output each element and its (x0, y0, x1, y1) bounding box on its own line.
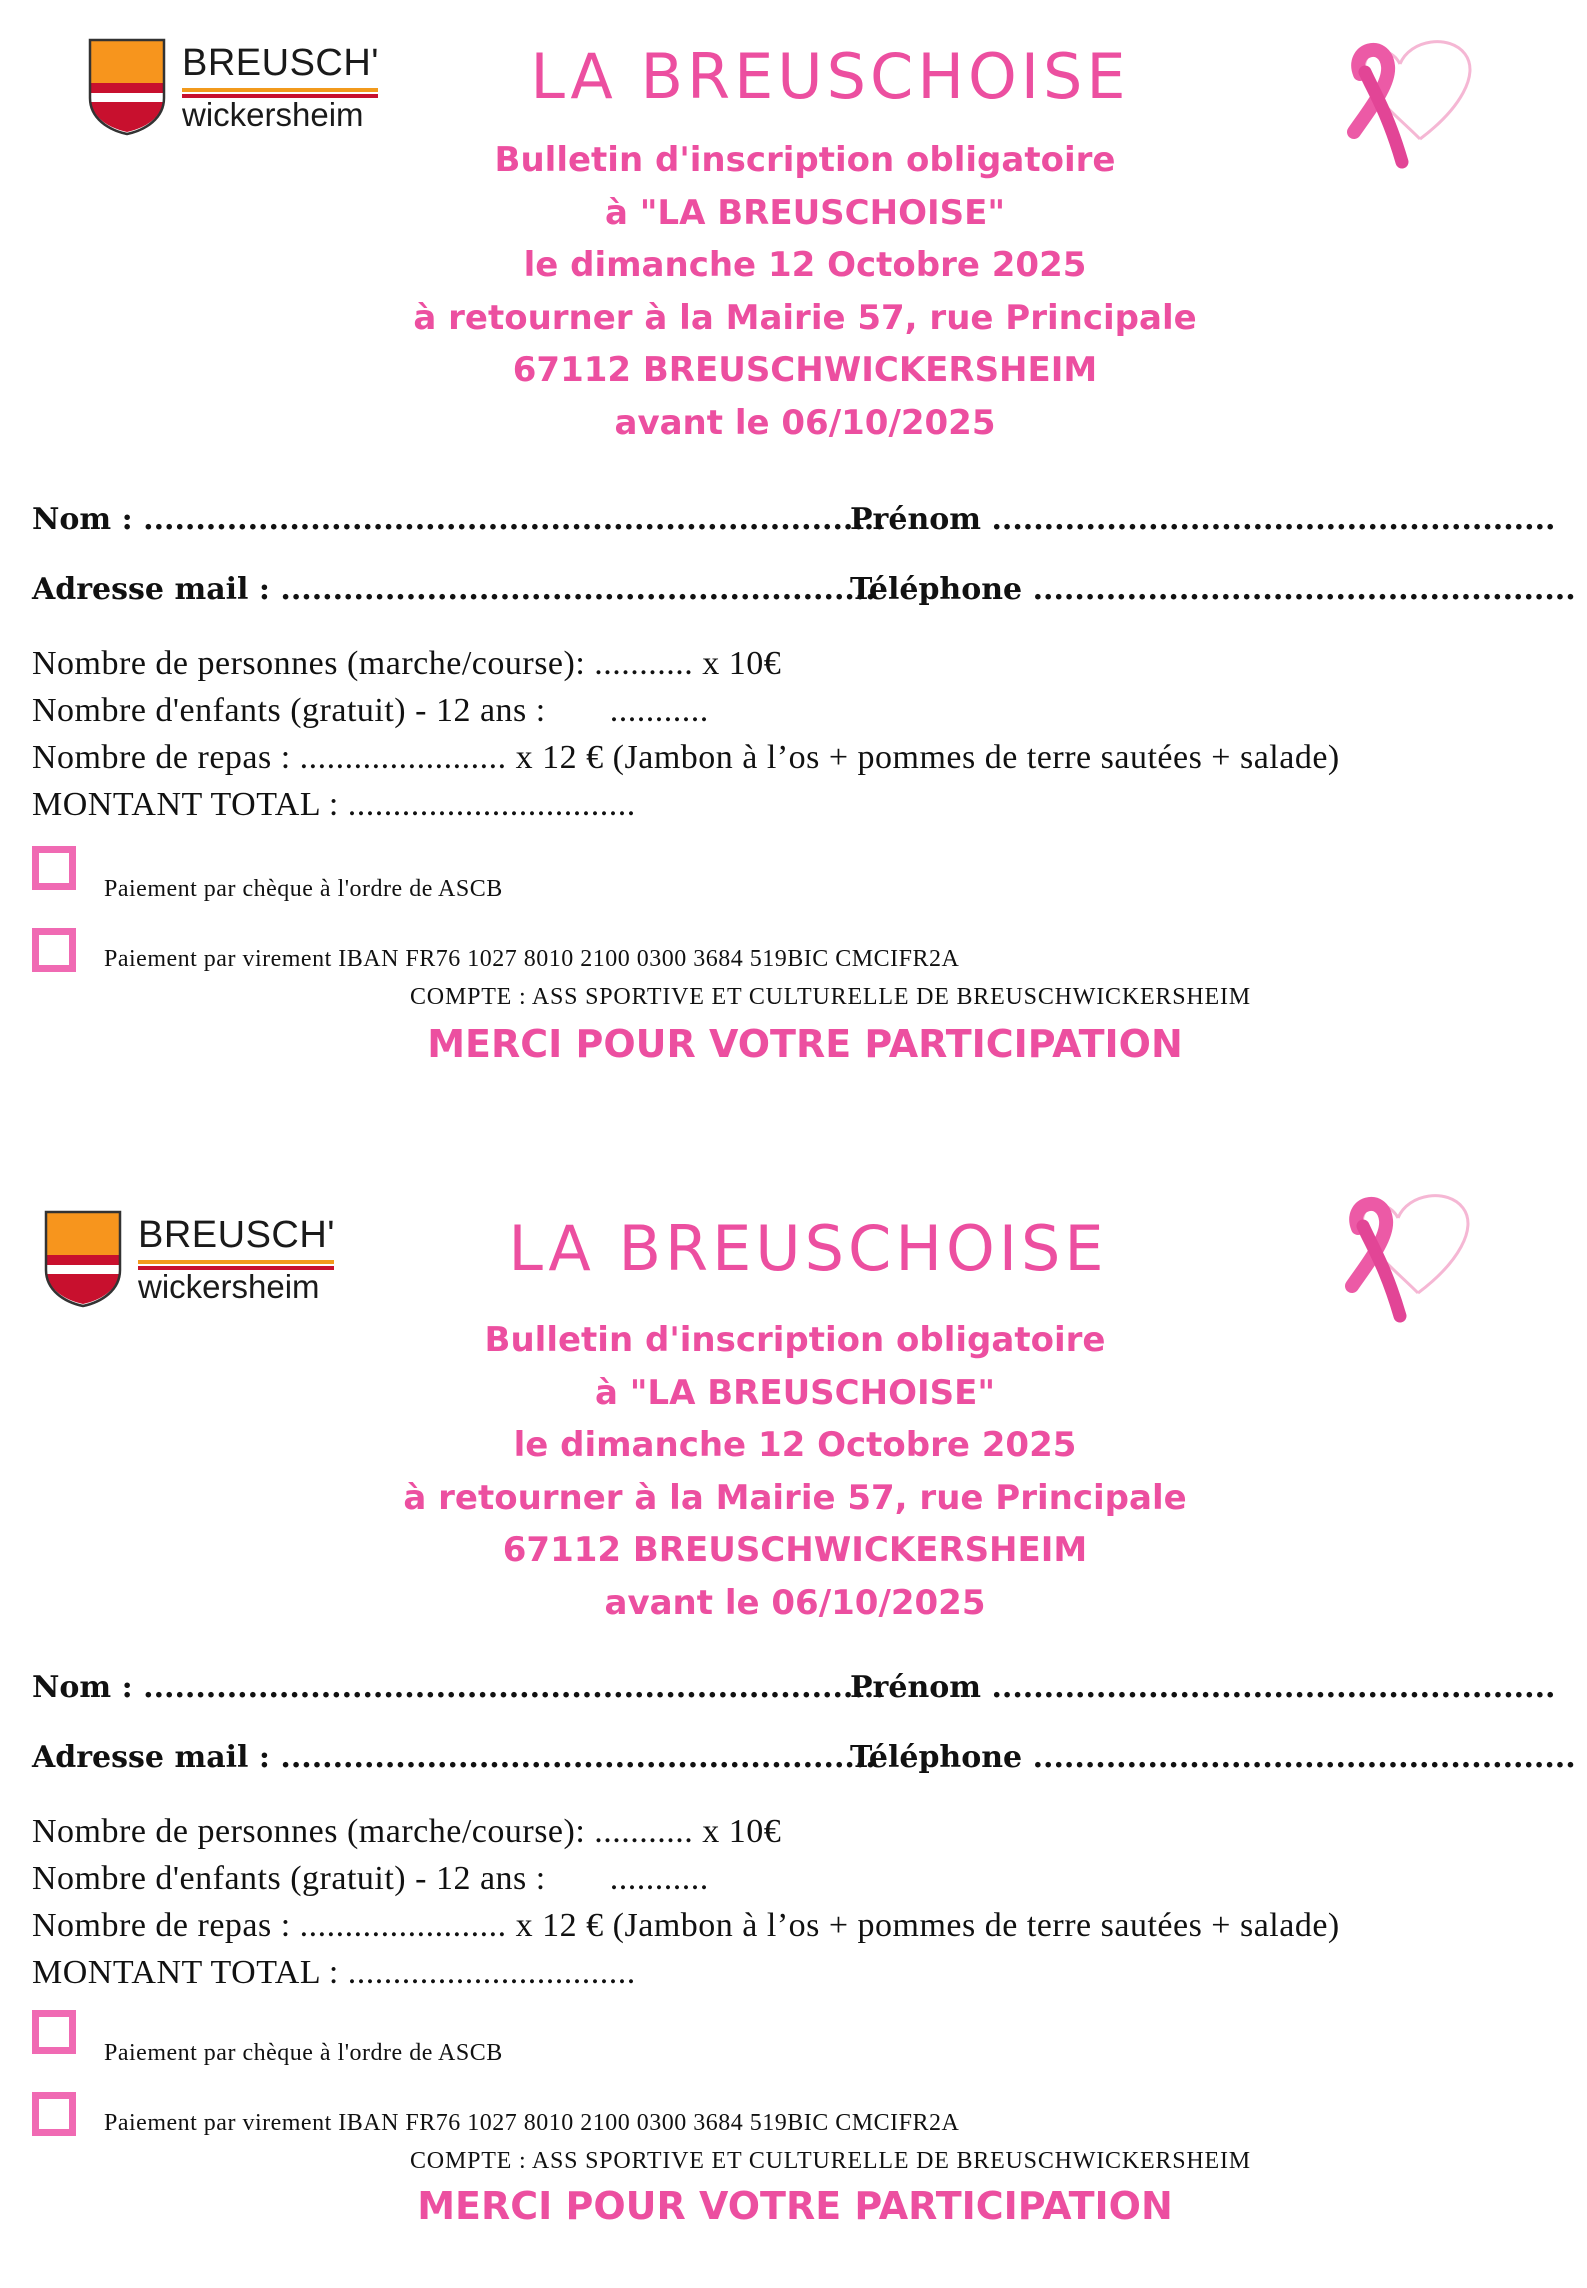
contact-row (32, 1740, 1576, 1775)
pink-ribbon-heart-icon (1340, 34, 1490, 174)
persons-line[interactable]: Nombre de personnes (marche/course): ........... x 10€ (32, 1813, 782, 1850)
bic-text: BIC CMCIFR2A (787, 946, 960, 972)
iban-text: Paiement par virement IBAN FR76 1027 8010 2100 0300 3684 519 (104, 2110, 788, 2136)
children-label: Nombre d'enfants (gratuit) - 12 ans : (32, 692, 546, 729)
transfer-label (104, 946, 959, 973)
info-line: Bulletin d'inscription obligatoire (494, 140, 1116, 180)
name-row (32, 1670, 1556, 1705)
info-line: avant le 06/10/2025 (604, 1582, 986, 1623)
total-line[interactable]: MONTANT TOTAL : ................................ (32, 1954, 636, 1991)
email-field[interactable]: Adresse mail : ......................................................... (32, 1740, 876, 1775)
contact-row (32, 572, 1576, 607)
meals-line[interactable]: Nombre de repas : ....................... x 12 € (Jambon à l’os + pommes de terre sautées + salade) (32, 739, 1340, 776)
shield-icon (88, 38, 166, 136)
registration-form (0, 1168, 1587, 2288)
info-line: à "LA BREUSCHOISE" (604, 192, 1006, 233)
children-line[interactable] (32, 692, 1552, 730)
registration-form (0, 0, 1587, 1120)
cheque-checkbox[interactable] (32, 846, 76, 890)
persons-line[interactable]: Nombre de personnes (marche/course): ........... x 10€ (32, 645, 782, 682)
event-info (300, 134, 1310, 449)
transfer-checkbox[interactable] (32, 2092, 76, 2136)
transfer-checkbox[interactable] (32, 928, 76, 972)
logo-stripe-orange (182, 88, 378, 92)
thanks-message: MERCI POUR VOTRE PARTICIPATION (427, 1022, 1183, 1066)
prenom-field[interactable]: Prénom ...................................................... (850, 502, 1556, 537)
nom-field[interactable]: Nom : ....................................................................... (32, 502, 885, 537)
cheque-label: Paiement par chèque à l'ordre de ASCB (104, 876, 503, 902)
pink-ribbon-heart-icon (1338, 1188, 1488, 1328)
logo (44, 1210, 364, 1320)
info-line: Bulletin d'inscription obligatoire (484, 1320, 1106, 1360)
info-line: à retourner à la Mairie 57, rue Principale (413, 297, 1197, 338)
transfer-label (104, 2110, 959, 2137)
info-line: à retourner à la Mairie 57, rue Principale (403, 1477, 1187, 1518)
account-label: COMPTE : ASS SPORTIVE ET CULTURELLE DE BREUSCHWICKERSHEIM (410, 984, 1251, 1010)
telephone-field[interactable]: Téléphone .................................................... (850, 1740, 1576, 1775)
email-field[interactable]: Adresse mail : ......................................................... (32, 572, 876, 607)
prenom-field[interactable]: Prénom ...................................................... (850, 1670, 1556, 1705)
children-label: Nombre d'enfants (gratuit) - 12 ans : (32, 1860, 546, 1897)
info-line: le dimanche 12 Octobre 2025 (513, 1425, 1077, 1465)
total-line[interactable]: MONTANT TOTAL : ................................ (32, 786, 636, 823)
logo-town: wickersheim (138, 1268, 320, 1305)
name-row (32, 502, 1556, 537)
meals-line[interactable]: Nombre de repas : ....................... x 12 € (Jambon à l’os + pommes de terre sautées + salade) (32, 1907, 1340, 1944)
thanks-message: MERCI POUR VOTRE PARTICIPATION (417, 2184, 1173, 2228)
logo-town: wickersheim (182, 96, 364, 133)
logo (88, 38, 408, 148)
event-title: LA BREUSCHOISE (508, 1212, 1108, 1285)
info-line: à "LA BREUSCHOISE" (594, 1372, 996, 1413)
cheque-label: Paiement par chèque à l'ordre de ASCB (104, 2040, 503, 2066)
info-line: le dimanche 12 Octobre 2025 (523, 245, 1087, 285)
logo-brand: BREUSCH' (182, 42, 380, 84)
telephone-field[interactable]: Téléphone .................................................... (850, 572, 1576, 607)
logo-stripe-orange (138, 1260, 334, 1264)
event-title: LA BREUSCHOISE (530, 40, 1130, 113)
account-label: COMPTE : ASS SPORTIVE ET CULTURELLE DE BREUSCHWICKERSHEIM (410, 2148, 1251, 2174)
nom-field[interactable]: Nom : ....................................................................... (32, 1670, 885, 1705)
bic-text: BIC CMCIFR2A (787, 2110, 960, 2136)
children-dots[interactable]: ........... (609, 1860, 709, 1897)
children-line[interactable] (32, 1860, 1552, 1898)
info-line: 67112 BREUSCHWICKERSHEIM (512, 350, 1098, 390)
iban-text: Paiement par virement IBAN FR76 1027 8010 2100 0300 3684 519 (104, 946, 788, 972)
logo-brand: BREUSCH' (138, 1214, 336, 1256)
children-dots[interactable]: ........... (609, 692, 709, 729)
event-info (290, 1314, 1300, 1629)
info-line: 67112 BREUSCHWICKERSHEIM (502, 1530, 1088, 1570)
cheque-checkbox[interactable] (32, 2010, 76, 2054)
info-line: avant le 06/10/2025 (614, 402, 996, 443)
shield-icon (44, 1210, 122, 1308)
